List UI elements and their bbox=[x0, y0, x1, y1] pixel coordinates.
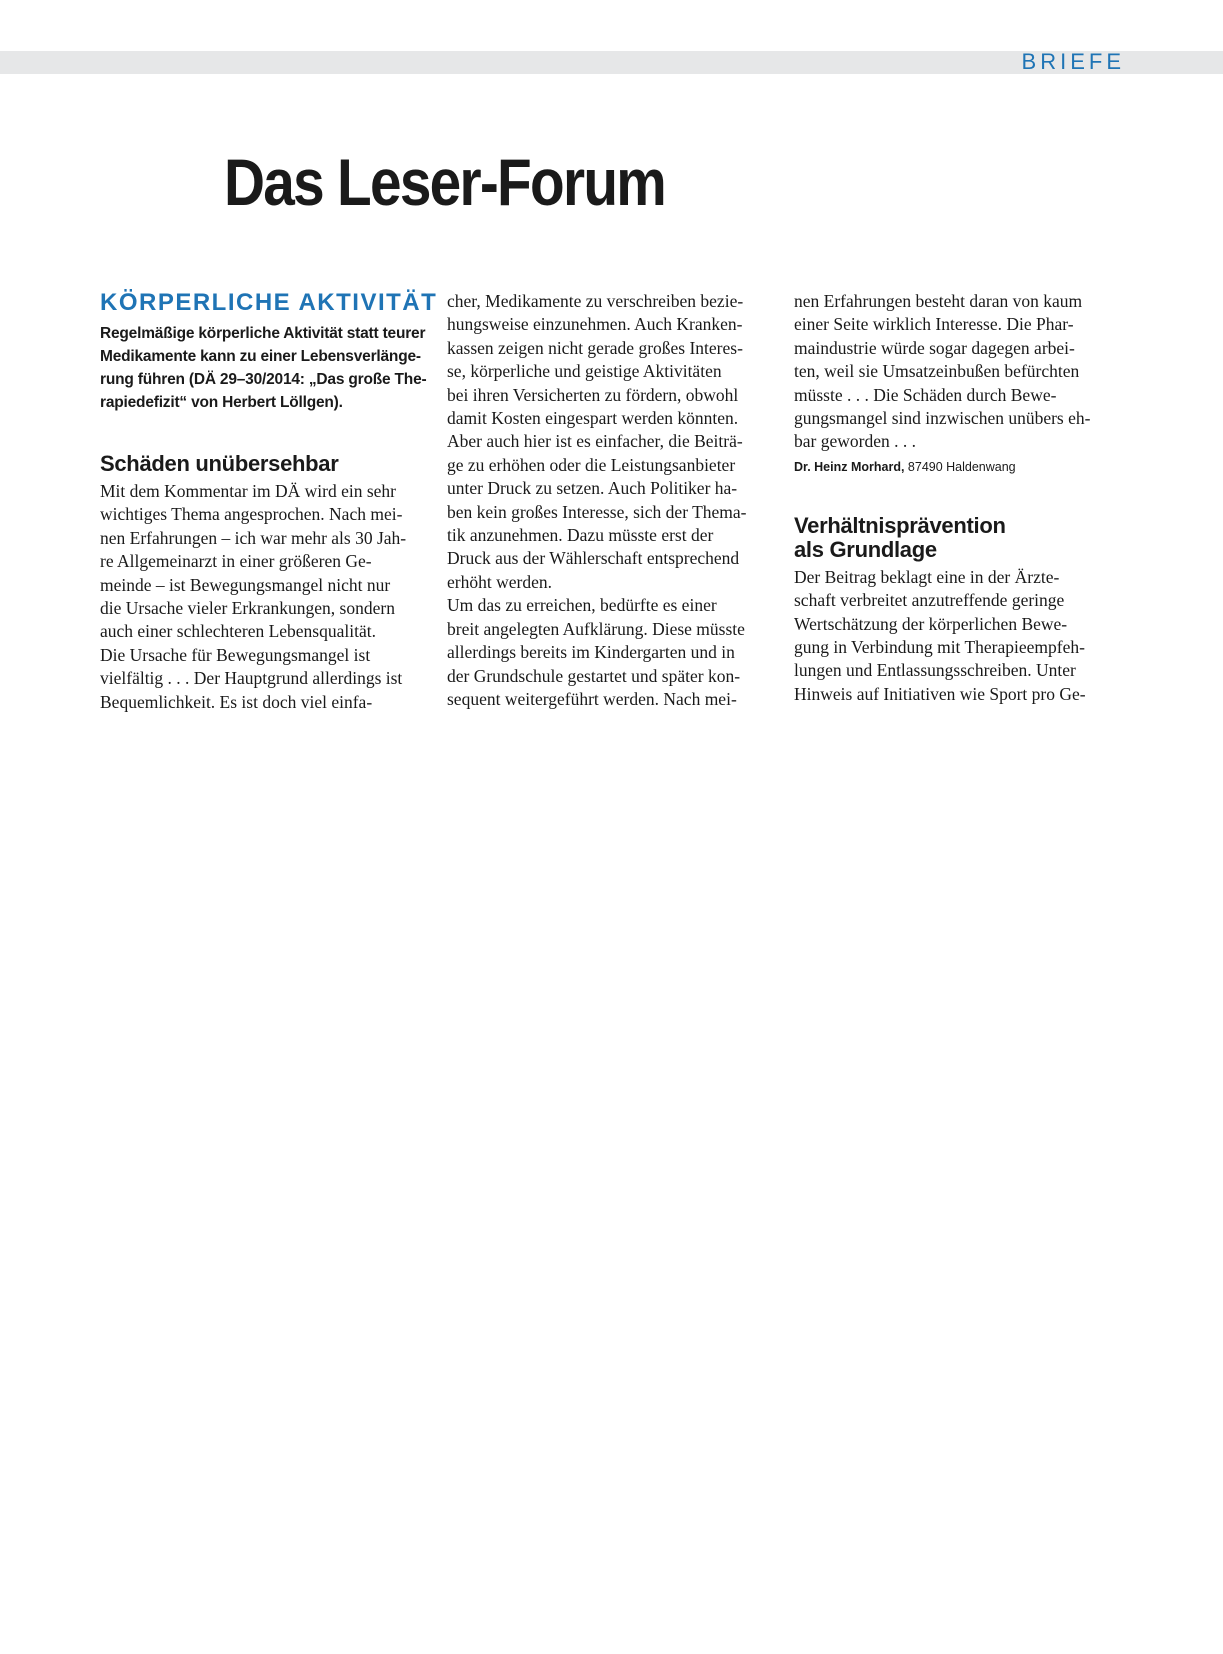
letter-2-heading-line-1: Verhältnisprävention bbox=[794, 512, 1006, 538]
letter-1-author-name: Dr. Heinz Morhard, bbox=[794, 459, 905, 474]
letter-1-text-part-1: Mit dem Kommentar im DÄ wird ein sehr wichtiges Thema angesprochen. Nach mei- nen Erfahrungen – ich war mehr als 30 Jah- re Allgemeinarzt in einer größeren Ge- meinde – ist Bewegungsmangel nicht nur die Ursache vieler Erkrankungen, sondern auch einer schlechteren Lebensqualität. Die Ursache für Bewegungsmangel ist vielfältig . . . Der Hauptgrund allerdings ist Bequemlichkeit. Es ist doch viel einfa- bbox=[100, 481, 407, 712]
letter-2-text: Der Beitrag beklagt eine in der Ärzte- schaft verbreitet anzutreffende geringe Wertschätzung der körperlichen Bewe- gung in Verbindung mit Therapieempfeh- lungen und Entlassungsschreiben. Unter Hinweis auf Initiativen wie Sport pro Ge- bbox=[794, 566, 1086, 704]
letter-2-heading bbox=[794, 514, 1124, 562]
page-title: Das Leser-Forum bbox=[224, 145, 666, 219]
letter-2-heading-line-2: als Grundlage bbox=[794, 536, 937, 562]
column-3 bbox=[794, 290, 1124, 706]
column-2 bbox=[447, 290, 777, 711]
article-lead: Regelmäßige körperliche Aktivität statt teurer Medikamente kann zu einer Lebensverlängerung führen (DÄ 29–30/2014: „Das große Therapiedefizit“ von Herbert Löllgen). bbox=[100, 325, 427, 411]
article-rubric: KÖRPERLICHE AKTIVITÄT bbox=[100, 289, 438, 316]
letter-1-text-part-3: nen Erfahrungen besteht daran von kaum einer Seite wirklich Interesse. Die Phar- maindustrie würde sogar dagegen arbei- ten, weil sie Umsatzeinbußen befürchten müsste . . . Die Schäden durch Bewe- gungsmangel sind inzwischen unübers eh- bar geworden . . . bbox=[794, 291, 1091, 452]
letter-1-author-location: 87490 Haldenwang bbox=[904, 459, 1016, 474]
letter-1-heading: Schäden unübersehbar bbox=[100, 451, 339, 476]
letter-1-signature bbox=[794, 458, 1124, 476]
section-label: BRIEFE bbox=[1021, 49, 1125, 74]
letter-1-text-part-2: cher, Medikamente zu verschreiben bezie- hungsweise einzunehmen. Auch Kranken- kassen zeigen nicht gerade großes Interes- se, körperliche und geistige Aktivitäten bei ihren Versicherten zu fördern, obwohl damit Kosten eingespart werden könnten. Aber auch hier ist es einfacher, die Beiträ- ge zu erhöhen oder die Leistungsanbieter unter Druck zu setzen. Auch Politiker ha- ben kein großes Interesse, sich der Thema- tik anzunehmen. Dazu müsste erst der Druck aus der Wählerschaft entsprechend erhöht werden. Um das zu erreichen, bedürfte es einer breit angelegten Aufklärung. Diese müsste allerdings bereits im Kindergarten und in der Grundschule gestartet und später kon- sequent weitergeführt werden. Nach mei- bbox=[447, 291, 747, 709]
column-1 bbox=[100, 288, 438, 714]
